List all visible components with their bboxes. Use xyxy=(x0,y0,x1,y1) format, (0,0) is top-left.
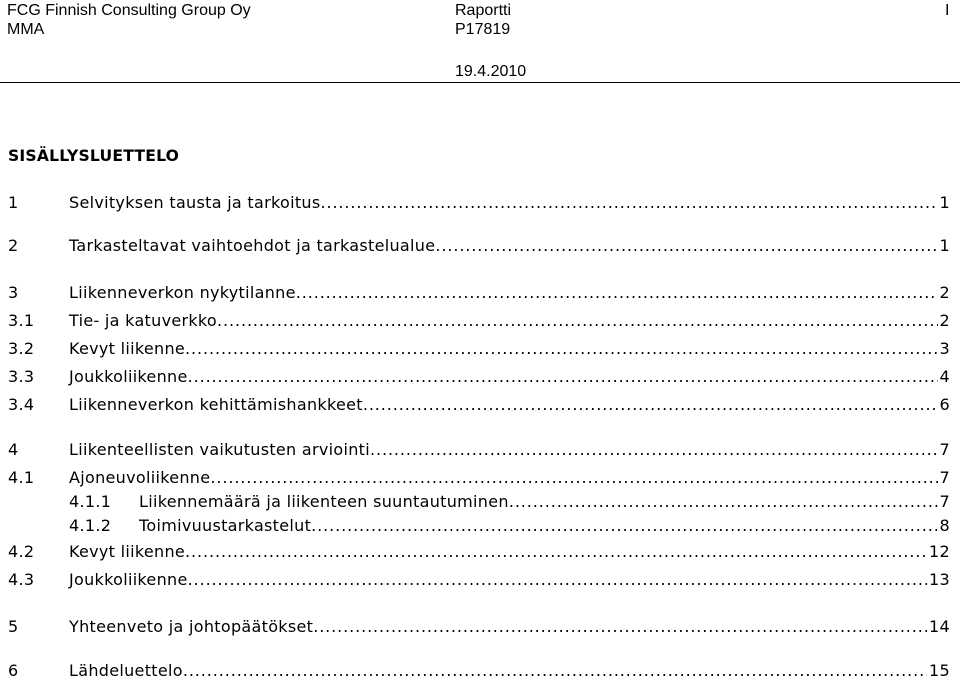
toc-entry-number: 4.2 xyxy=(8,542,35,561)
toc-entry-4-1-1[interactable] xyxy=(0,490,960,514)
toc-entry-number: 4.1.2 xyxy=(69,516,112,535)
toc-entry-page: 8 xyxy=(939,516,950,535)
toc-entry-number: 3.1 xyxy=(8,311,35,330)
header-doc-type: Raportti xyxy=(455,2,512,19)
toc-entry-title: Kevyt liikenne xyxy=(69,339,186,358)
header-divider xyxy=(0,82,960,83)
toc-entry-4[interactable] xyxy=(0,438,960,462)
toc-entry-number: 4 xyxy=(8,440,19,459)
toc-dot-leader xyxy=(188,568,927,592)
toc-entry-title: Kevyt liikenne xyxy=(69,542,186,561)
toc-entry-number: 4.3 xyxy=(8,570,35,589)
toc-entry-title: Selvityksen tausta ja tarkoitus xyxy=(69,193,321,212)
toc-entry-number: 5 xyxy=(8,617,19,636)
toc-entry-page: 1 xyxy=(939,236,950,255)
toc-dot-leader xyxy=(320,191,937,215)
toc-entry-page: 3 xyxy=(939,339,950,358)
toc-entry-number: 3 xyxy=(8,283,19,302)
toc-entry-page: 4 xyxy=(939,367,950,386)
header-company: FCG Finnish Consulting Group Oy xyxy=(7,2,251,19)
toc-entry-page: 6 xyxy=(939,395,950,414)
toc-entry-title: Liikenneverkon kehittämishankkeet xyxy=(69,395,363,414)
header-date: 19.4.2010 xyxy=(455,63,527,80)
toc-entry-3[interactable] xyxy=(0,281,960,305)
toc-entry-number: 6 xyxy=(8,661,19,680)
toc-dot-leader xyxy=(509,490,938,514)
toc-entry-page: 15 xyxy=(929,661,950,680)
toc-entry-page: 7 xyxy=(939,440,950,459)
toc-entry-page: 2 xyxy=(939,311,950,330)
toc-entry-4-3[interactable] xyxy=(0,568,960,592)
toc-entry-number: 3.3 xyxy=(8,367,35,386)
toc-entry-title: Yhteenveto ja johtopäätökset xyxy=(69,617,314,636)
toc-entry-page: 13 xyxy=(929,570,950,589)
toc-dot-leader xyxy=(217,309,938,333)
toc-entry-page: 7 xyxy=(939,492,950,511)
toc-entry-number: 2 xyxy=(8,236,19,255)
toc-entry-title: Lähdeluettelo xyxy=(69,661,183,680)
toc-entry-title: Tie- ja katuverkko xyxy=(69,311,218,330)
toc-entry-number: 4.1.1 xyxy=(69,492,112,511)
toc-entry-title: Ajoneuvoliikenne xyxy=(69,468,211,487)
toc-entry-number: 3.2 xyxy=(8,339,35,358)
toc-entry-page: 2 xyxy=(939,283,950,302)
toc-entry-number: 4.1 xyxy=(8,468,35,487)
toc-entry-page: 7 xyxy=(939,468,950,487)
toc-entry-4-1[interactable] xyxy=(0,466,960,490)
toc-entry-5[interactable] xyxy=(0,615,960,639)
toc-entry-2[interactable] xyxy=(0,234,960,258)
toc-entry-title: Joukkoliikenne xyxy=(69,570,188,589)
toc-dot-leader xyxy=(435,234,937,258)
toc-entry-title: Liikenteellisten vaikutusten arviointi xyxy=(69,440,370,459)
toc-dot-leader xyxy=(183,659,927,683)
toc-dot-leader xyxy=(370,438,938,462)
header-author: MMA xyxy=(7,21,45,38)
toc-entry-number: 1 xyxy=(8,193,19,212)
toc-entry-1[interactable] xyxy=(0,191,960,215)
toc-entry-page: 1 xyxy=(939,193,950,212)
toc-entry-4-1-2[interactable] xyxy=(0,514,960,538)
toc-entry-title: Liikennemäärä ja liikenteen suuntautuminen xyxy=(139,492,509,511)
toc-dot-leader xyxy=(185,337,937,361)
toc-entry-4-2[interactable] xyxy=(0,540,960,564)
toc-entry-3-1[interactable] xyxy=(0,309,960,333)
toc-entry-3-3[interactable] xyxy=(0,365,960,389)
toc-entry-title: Tarkasteltavat vaihtoehdot ja tarkastelualue xyxy=(69,236,436,255)
toc-entry-6[interactable] xyxy=(0,659,960,683)
toc-dot-leader xyxy=(185,540,927,564)
toc-entry-page: 14 xyxy=(929,617,950,636)
toc-dot-leader xyxy=(296,281,938,305)
toc-entry-3-2[interactable] xyxy=(0,337,960,361)
toc-dot-leader xyxy=(210,466,937,490)
toc-dot-leader xyxy=(363,393,938,417)
toc-entry-3-4[interactable] xyxy=(0,393,960,417)
toc-title: SISÄLLYSLUETTELO xyxy=(8,147,180,165)
toc-dot-leader xyxy=(311,514,937,538)
toc-entry-title: Toimivuustarkastelut xyxy=(139,516,312,535)
header-project-code: P17819 xyxy=(455,21,511,38)
toc-entry-title: Joukkoliikenne xyxy=(69,367,188,386)
toc-entry-number: 3.4 xyxy=(8,395,35,414)
toc-entry-page: 12 xyxy=(929,542,950,561)
toc-dot-leader xyxy=(188,365,938,389)
header-page-number: I xyxy=(945,2,950,19)
toc-entry-title: Liikenneverkon nykytilanne xyxy=(69,283,296,302)
toc-dot-leader xyxy=(313,615,927,639)
